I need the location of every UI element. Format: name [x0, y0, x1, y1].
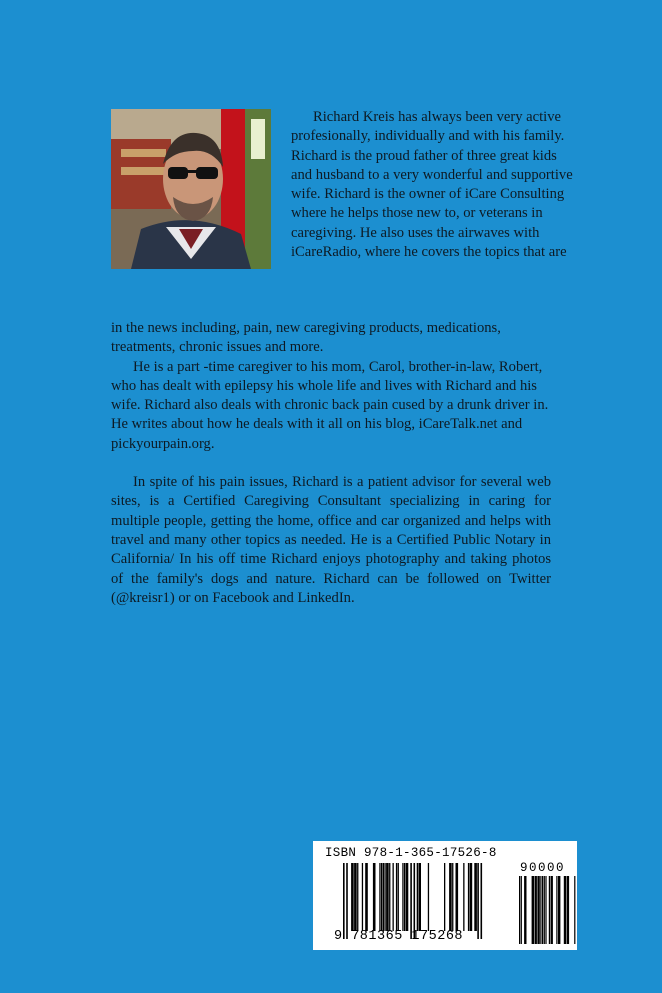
barcode-bar — [406, 863, 409, 931]
barcode-bar — [362, 863, 363, 931]
barcode-bar — [463, 863, 464, 931]
barcode-bar — [474, 863, 477, 931]
barcode-bar — [540, 876, 541, 944]
bio-paragraph-1: Richard Kreis has always been very active profesionally, individually and with his family. Richard is the proud father of three great kids and husband to a very wonderful and supportive wife. Richard is the owner of iCare Consulting where he helps those new to, or veterans in caregiving. He also uses the airwaves with iCareRadio, where he covers the topics that are — [291, 109, 573, 261]
barcode-bar — [410, 863, 412, 939]
barcode-bar — [418, 863, 421, 931]
barcode-bar — [521, 876, 522, 944]
author-portrait-icon — [111, 109, 271, 269]
barcode-bar — [535, 876, 537, 944]
barcode-bar — [519, 876, 520, 944]
barcode-bar — [444, 863, 445, 931]
barcode-bar — [402, 863, 403, 931]
barcode-bar — [545, 876, 546, 944]
barcode-bar — [449, 863, 452, 931]
barcode-bar — [414, 863, 416, 939]
barcode-bar — [365, 863, 368, 931]
bio-paragraph-2: He is a part -time caregiver to his mom, Carol, brother-in-law, Robert, who has dealt with epilepsy his whole life and lives with Richard and his wife. Richard also deals with chronic back pain cused by a drunk driver in. He writes about how he deals with it all on his blog, iCareTalk.net and pickyourpain.org. — [111, 358, 549, 452]
barcode-bar — [428, 863, 429, 931]
author-photo — [111, 109, 271, 269]
barcode-bar — [456, 863, 459, 931]
barcode-bar — [564, 876, 566, 944]
barcode-bar — [404, 863, 405, 931]
isbn-barcode — [313, 841, 577, 950]
barcode-human-readable: 9 781365 175268 — [334, 929, 464, 944]
barcode-bar — [542, 876, 543, 944]
barcode-bar — [551, 876, 553, 944]
barcode-bar — [396, 863, 397, 931]
barcode-bar — [524, 876, 526, 944]
barcode-bar — [381, 863, 382, 931]
barcode-bar — [383, 863, 384, 931]
barcode-bar — [346, 863, 348, 939]
barcode-bar — [558, 876, 560, 944]
barcode-bar — [481, 863, 483, 939]
barcode-bar — [351, 863, 354, 931]
barcode-bar — [452, 863, 453, 931]
bio-continuation: in the news including, pain, new caregiving products, medications, treatments, chronic issues and more. — [111, 320, 501, 356]
barcode-bar — [556, 876, 557, 944]
barcode-bar — [549, 876, 550, 944]
barcode-bar — [567, 876, 569, 944]
barcode-bar — [417, 863, 418, 931]
barcode-bar — [537, 876, 539, 944]
barcode-bar — [343, 863, 345, 939]
barcode-addon-digits: 90000 — [520, 861, 566, 875]
bio-paragraph-3: In spite of his pain issues, Richard is a patient advisor for several web sites, is a Certified Caregiving Consultant specializing in caring for multiple people, getting the home, office and car organized and helps with travel and many other topics as needed. He is a Certified Public Notary in California/ In his off time Richard enjoys photography and taking photos of the family's dogs and nature. Richard can be followed on Twitter (@kreisr1) or on Facebook and LinkedIn. — [111, 474, 551, 606]
barcode-bar — [373, 863, 376, 931]
barcode-bar — [532, 876, 534, 944]
barcode-bar — [384, 863, 385, 931]
barcode-bar — [379, 863, 380, 931]
isbn-label: ISBN 978-1-365-17526-8 — [325, 846, 497, 860]
barcode-bar — [398, 863, 399, 931]
barcode-bar — [477, 863, 479, 939]
barcode-bar — [393, 863, 394, 931]
barcode-bar — [470, 863, 473, 931]
barcode-bar — [389, 863, 390, 931]
bio-top-text — [291, 108, 581, 262]
barcode-bar — [468, 863, 469, 931]
barcode-bar — [386, 863, 389, 931]
barcode-bar — [354, 863, 357, 931]
barcode-bar — [544, 876, 545, 944]
paragraph-gap — [111, 454, 551, 473]
barcode-bar — [574, 876, 575, 944]
barcode-bar — [357, 863, 358, 931]
bio-continued-text — [111, 319, 551, 608]
